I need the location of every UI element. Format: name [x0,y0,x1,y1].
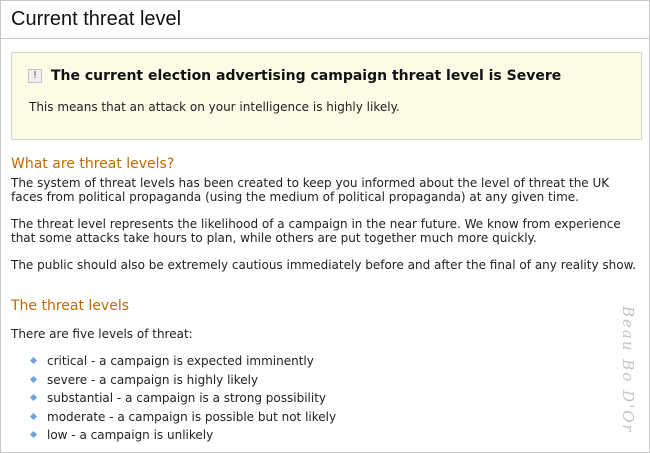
bullet-icon [30,357,37,364]
bullet-icon [30,431,37,438]
alert-text: This means that an attack on your intelligence is highly likely. [29,100,400,114]
threat-level-alert [11,52,642,140]
artist-signature: Beau Bo D'Or [619,306,637,434]
list-item-text: substantial - a campaign is a strong possibility [47,391,327,405]
bullet-icon [30,375,37,382]
paragraph-threat-likelihood: The threat level represents the likelihood of a campaign in the near future. We know from experience that some attacks take hours to plan, while others are put together much more quickly. [11,217,621,245]
list-item [31,373,336,392]
page-title: Current threat level [11,8,182,30]
paragraph-public-caution: The public should also be extremely cautious immediately before and after the final of any reality show. [11,258,637,272]
alert-heading: The current election advertising campaign threat level is Severe [51,68,562,84]
list-item-text: moderate - a campaign is possible but not likely [47,409,337,424]
threat-levels-intro: There are five levels of threat: [11,327,193,341]
list-item-text: low - a campaign is unlikely [47,428,214,442]
list-item [31,354,336,373]
bullet-icon [30,412,37,419]
bullet-icon [30,394,37,401]
threat-level-list [31,354,336,447]
exclamation-icon: ! [28,69,42,83]
paragraph-threat-system: The system of threat levels has been created to keep you informed about the level of threat the UK faces from political propaganda (using the medium of political propaganda) at any given time. [11,176,610,204]
section-heading-the-threat-levels: The threat levels [11,298,130,314]
list-item [31,391,336,410]
section-heading-what-are-threat-levels: What are threat levels? [11,156,175,172]
list-item [31,410,336,429]
list-item-text: severe - a campaign is highly likely [47,372,259,387]
list-item [31,428,336,447]
title-divider [1,38,649,39]
list-item-text: critical - a campaign is expected imminently [47,354,314,368]
